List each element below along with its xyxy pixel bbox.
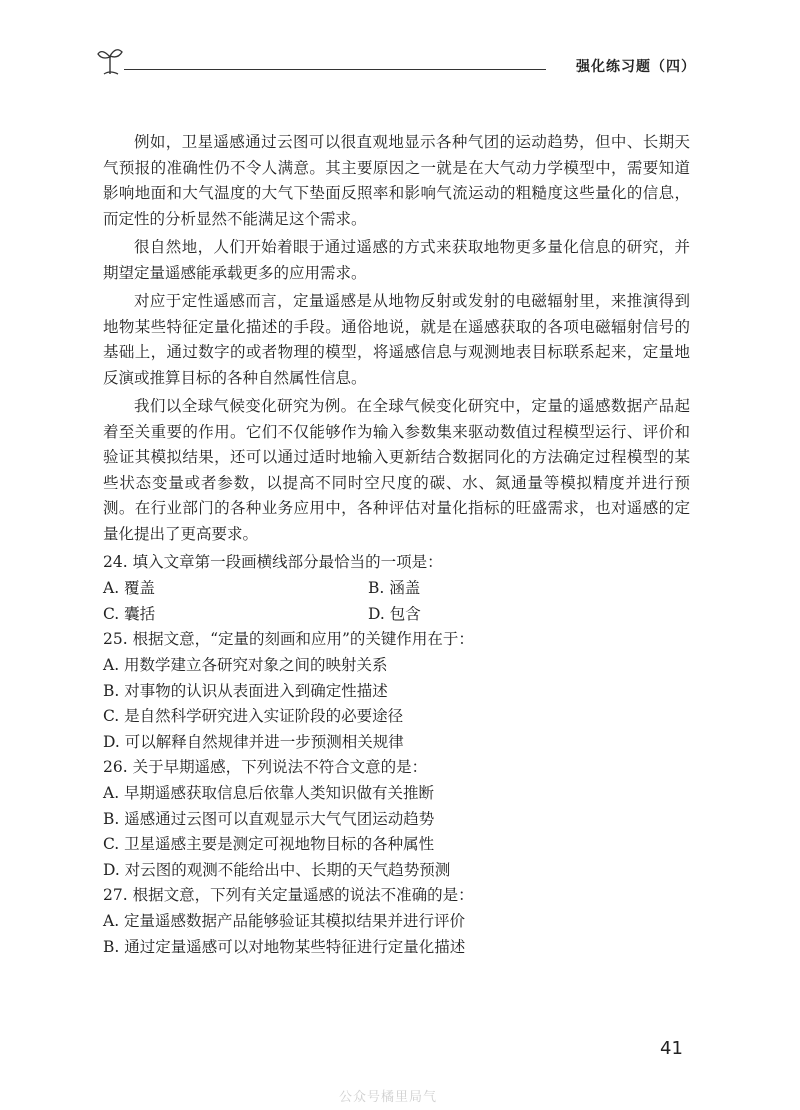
question-25-option-d: D. 可以解释自然规律并进一步预测相关规律: [103, 732, 404, 751]
question-25-option-b: B. 对事物的认识从表面进入到确定性描述: [103, 681, 388, 700]
paragraph-2: 很自然地，人们开始着眼于通过遥感的方式来获取地物更多量化信息的研究，并期望定量遥感能承载更多的应用需求。: [103, 238, 690, 282]
question-25-option-a: A. 用数学建立各研究对象之间的映射关系: [103, 656, 388, 674]
sprout-icon: [96, 44, 136, 78]
question-26-option-c: C. 卫星遥感主要是测定可视地物目标的各种属性: [103, 835, 435, 853]
paragraph-3: 对应于定性遥感而言，定量遥感是从地物反射或发射的电磁辐射里，来推演得到地物某些特征定量化描述的手段。通俗地说，就是在遥感获取的各项电磁辐射信号的基础上，通过数字的或者物理的模型，将遥感信息与观测地表目标联系起来，定量地反演或推算目标的各种自然属性信息。: [103, 292, 690, 387]
question-25-stem: 25. 根据文意，“定量的刻画和应用”的关键作用在于：: [103, 630, 474, 648]
question-24-option-a: A. 覆盖: [103, 579, 156, 597]
question-27-option-b: B. 通过定量遥感可以对地物某些特征进行定量化描述: [103, 937, 466, 956]
question-24-options-row-2: [103, 602, 690, 628]
page-header: [96, 44, 696, 84]
paragraph-1: 例如，卫星遥感通过云图可以很直观地显示各种气团的运动趋势，但中、长期天气预报的准确性仍不令人满意。其主要原因之一就是在大气动力学模型中，需要知道影响地面和大气温度的大气下垫面反照率和影响气流运动的粗糙度这些量化的信息，而定性的分析显然不能满足这个需求。: [103, 133, 690, 228]
question-24-option-c: C. 囊括: [103, 604, 156, 623]
question-25-option-c: C. 是自然科学研究进入实证阶段的必要途径: [103, 707, 404, 725]
page-content: [103, 130, 690, 960]
question-24-option-b: B. 涵盖: [368, 579, 421, 597]
page-number: 41: [660, 1038, 683, 1059]
question-27-stem: 27. 根据文意，下列有关定量遥感的说法不准确的是：: [103, 886, 474, 904]
paragraph-4: 我们以全球气候变化研究为例。在全球气候变化研究中，定量的遥感数据产品起着至关重要的作用。它们不仅能够作为输入参数集来驱动数值过程模型运行、评价和验证其模拟结果，还可以通过适时地输入更新结合数据同化的方法确定过程模型的某些状态变量或者参数，以提高不同时空尺度的碳、水、氮通量等模拟精度并进行预测。在行业部门的各种业务应用中，各种评估对量化指标的旺盛需求，也对遥感的定量化提出了更高要求。: [103, 397, 690, 543]
header-rule: [124, 69, 546, 70]
header-title: 强化练习题（四）: [576, 59, 696, 75]
question-26-option-b: B. 遥感通过云图可以直观显示大气气团运动趋势: [103, 809, 435, 828]
question-24-options-row-1: [103, 576, 690, 602]
question-26-stem: 26. 关于早期遥感，下列说法不符合文意的是：: [103, 758, 428, 776]
watermark: 公众号橘里局气: [339, 1090, 438, 1105]
question-24-option-d: D. 包含: [368, 604, 421, 623]
question-26-option-a: A. 早期遥感获取信息后依靠人类知识做有关推断: [103, 784, 435, 802]
question-24-stem: 24. 填入文章第一段画横线部分最恰当的一项是：: [103, 553, 443, 571]
question-27-option-a: A. 定量遥感数据产品能够验证其模拟结果并进行评价: [103, 912, 466, 930]
question-26-option-d: D. 对云图的观测不能给出中、长期的天气趋势预测: [103, 860, 451, 879]
